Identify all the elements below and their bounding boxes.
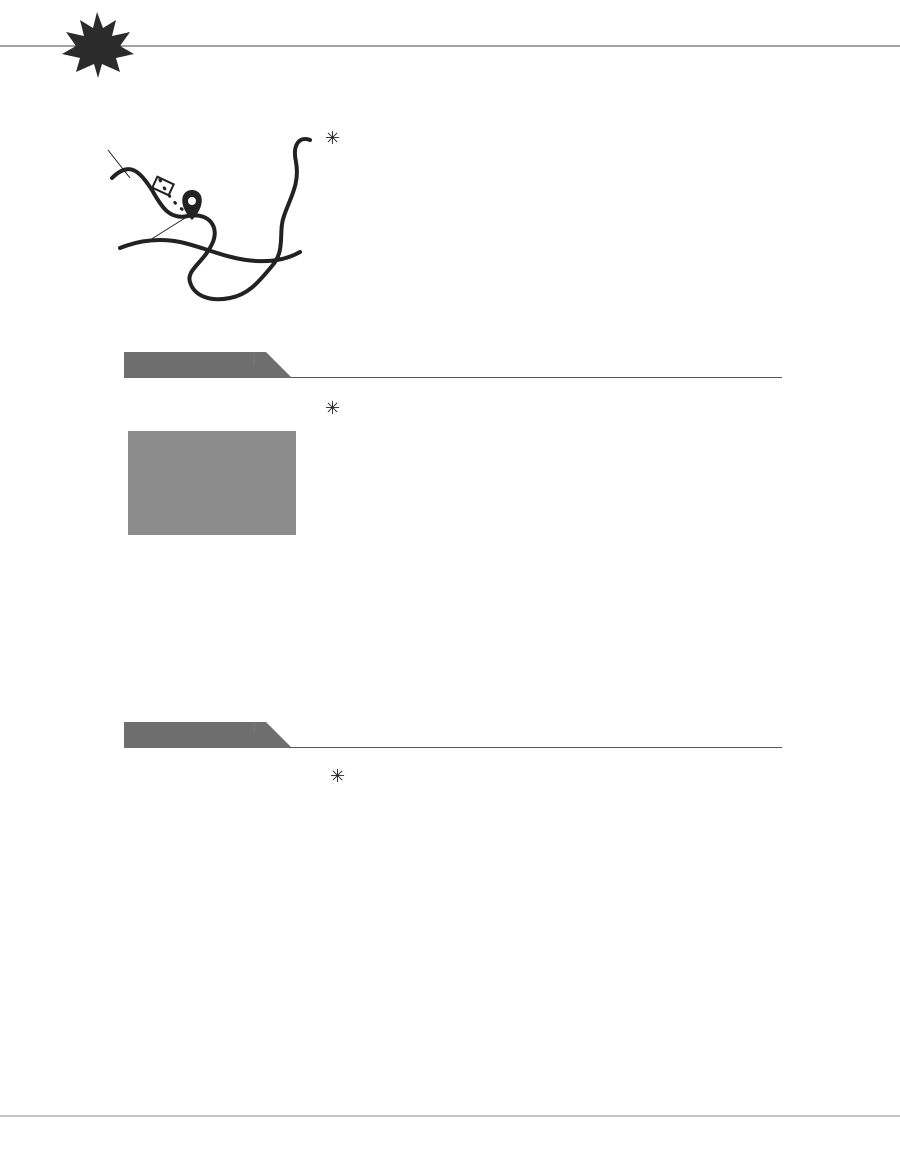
section-2-rule bbox=[290, 747, 782, 748]
sparkle-icon: ✳ bbox=[325, 128, 341, 149]
section-tab-2 bbox=[124, 722, 294, 750]
section-tab-1 bbox=[124, 352, 294, 380]
sparkle-icon: ✳ bbox=[325, 398, 341, 419]
compass-card-image bbox=[128, 431, 296, 535]
bottom-arrow-border bbox=[0, 1106, 900, 1126]
map-leader-lines bbox=[0, 0, 900, 300]
section-1-rule bbox=[290, 377, 782, 378]
sparkle-icon: ✳ bbox=[330, 766, 346, 787]
